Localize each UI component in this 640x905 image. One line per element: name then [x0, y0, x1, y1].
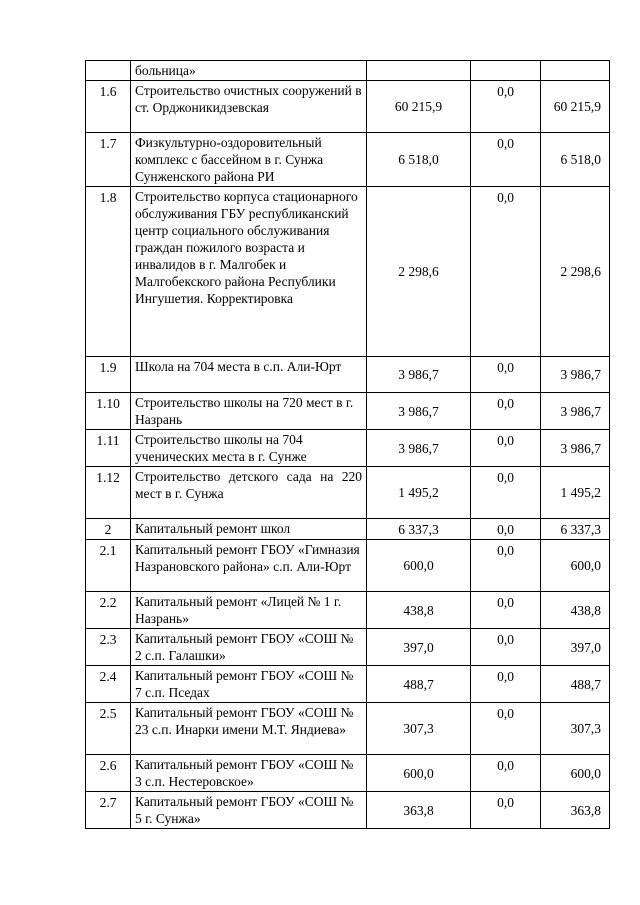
- amount-total-cell: 6 337,3: [367, 519, 471, 540]
- amount-result-cell: 3 986,7: [541, 393, 610, 430]
- amount-result-cell: 363,8: [541, 792, 610, 829]
- row-number-cell: 2: [86, 519, 131, 540]
- amount-total-cell: 307,3: [367, 703, 471, 755]
- row-number-cell: 1.12: [86, 467, 131, 519]
- amount-zero-cell: 0,0: [471, 755, 541, 792]
- row-name-cell: Строительство школы на 720 мест в г. Назрань: [131, 393, 367, 430]
- table-row: [86, 133, 610, 187]
- amount-zero-cell: 0,0: [471, 81, 541, 133]
- amount-total-cell: 3 986,7: [367, 430, 471, 467]
- table-row: [86, 393, 610, 430]
- amount-zero-cell: 0,0: [471, 357, 541, 393]
- amount-result-cell: 438,8: [541, 592, 610, 629]
- amount-total-cell: 6 518,0: [367, 133, 471, 187]
- row-number-cell: 1.9: [86, 357, 131, 393]
- amount-result-cell: 6 337,3: [541, 519, 610, 540]
- row-number-cell: 1.6: [86, 81, 131, 133]
- amount-total-cell: 438,8: [367, 592, 471, 629]
- amount-result-cell: 3 986,7: [541, 357, 610, 393]
- table-row: [86, 666, 610, 703]
- table-row: [86, 430, 610, 467]
- row-name-cell: Капитальный ремонт ГБОУ «СОШ № 5 г. Сунжа»: [131, 792, 367, 829]
- amount-result-cell: 60 215,9: [541, 81, 610, 133]
- amount-zero-cell: 0,0: [471, 629, 541, 666]
- row-name-cell: Капитальный ремонт ГБОУ «СОШ № 2 с.п. Галашки»: [131, 629, 367, 666]
- row-name-cell: Капитальный ремонт ГБОУ «Гимназия Назрановского района» с.п. Али-Юрт: [131, 540, 367, 592]
- amount-total-cell: 600,0: [367, 540, 471, 592]
- table-row: [86, 629, 610, 666]
- row-number-cell: 2.5: [86, 703, 131, 755]
- amount-total-cell: 60 215,9: [367, 81, 471, 133]
- amount-zero-cell: 0,0: [471, 666, 541, 703]
- amount-total-cell: 600,0: [367, 755, 471, 792]
- row-number-cell: [86, 61, 131, 81]
- amount-result-cell: 600,0: [541, 755, 610, 792]
- table-body: [86, 61, 610, 829]
- row-name-cell: больница»: [131, 61, 367, 81]
- amount-zero-cell: 0,0: [471, 592, 541, 629]
- amount-total-cell: 3 986,7: [367, 357, 471, 393]
- row-number-cell: 1.10: [86, 393, 131, 430]
- table-row: [86, 792, 610, 829]
- amount-zero-cell: 0,0: [471, 703, 541, 755]
- amount-zero-cell: 0,0: [471, 467, 541, 519]
- table-row: [86, 187, 610, 357]
- row-name-cell: Строительство корпуса стационарного обслуживания ГБУ республиканский центр социального обслуживания граждан пожилого возраста и инвалидов в г. Малгобек и Малгобекского района Республики Ингушетия. Корректировка: [131, 187, 367, 357]
- amount-total-cell: 397,0: [367, 629, 471, 666]
- amount-total-cell: 1 495,2: [367, 467, 471, 519]
- amount-total-cell: 488,7: [367, 666, 471, 703]
- amount-zero-cell: 0,0: [471, 133, 541, 187]
- row-name-cell: Школа на 704 места в с.п. Али-Юрт: [131, 357, 367, 393]
- row-name-cell: Строительство школы на 704 ученических места в г. Сунже: [131, 430, 367, 467]
- row-number-cell: 2.6: [86, 755, 131, 792]
- table-row: [86, 519, 610, 540]
- row-number-cell: 2.7: [86, 792, 131, 829]
- amount-result-cell: 488,7: [541, 666, 610, 703]
- row-name-cell: Строительство очистных сооружений в ст. Орджоникидзевская: [131, 81, 367, 133]
- row-number-cell: 2.1: [86, 540, 131, 592]
- row-number-cell: 2.2: [86, 592, 131, 629]
- row-name-cell: Капитальный ремонт ГБОУ «СОШ № 3 с.п. Нестеровское»: [131, 755, 367, 792]
- amount-result-cell: 3 986,7: [541, 430, 610, 467]
- amount-zero-cell: 0,0: [471, 430, 541, 467]
- table-row: [86, 755, 610, 792]
- table-row: [86, 467, 610, 519]
- amount-result-cell: 397,0: [541, 629, 610, 666]
- amount-zero-cell: [471, 61, 541, 81]
- budget-table: [85, 60, 610, 829]
- row-name-cell: Капитальный ремонт «Лицей № 1 г. Назрань»: [131, 592, 367, 629]
- amount-result-cell: [541, 61, 610, 81]
- amount-total-cell: 363,8: [367, 792, 471, 829]
- row-name-cell: Капитальный ремонт ГБОУ «СОШ № 23 с.п. Инарки имени М.Т. Яндиева»: [131, 703, 367, 755]
- table-row: [86, 703, 610, 755]
- amount-result-cell: 307,3: [541, 703, 610, 755]
- row-number-cell: 1.7: [86, 133, 131, 187]
- amount-zero-cell: 0,0: [471, 519, 541, 540]
- amount-total-cell: 3 986,7: [367, 393, 471, 430]
- amount-zero-cell: 0,0: [471, 540, 541, 592]
- amount-result-cell: 2 298,6: [541, 187, 610, 357]
- amount-result-cell: 1 495,2: [541, 467, 610, 519]
- amount-result-cell: 6 518,0: [541, 133, 610, 187]
- table-row: [86, 81, 610, 133]
- amount-total-cell: 2 298,6: [367, 187, 471, 357]
- row-number-cell: 2.3: [86, 629, 131, 666]
- row-number-cell: 1.11: [86, 430, 131, 467]
- table-row: [86, 592, 610, 629]
- amount-total-cell: [367, 61, 471, 81]
- amount-zero-cell: 0,0: [471, 792, 541, 829]
- row-number-cell: 2.4: [86, 666, 131, 703]
- amount-zero-cell: 0,0: [471, 393, 541, 430]
- table-row: [86, 357, 610, 393]
- row-name-cell: Строительство детского сада на 220 мест в г. Сунжа: [131, 467, 367, 519]
- amount-result-cell: 600,0: [541, 540, 610, 592]
- row-name-cell: Капитальный ремонт ГБОУ «СОШ № 7 с.п. Пседах: [131, 666, 367, 703]
- amount-zero-cell: 0,0: [471, 187, 541, 357]
- table-row: [86, 540, 610, 592]
- table-row: [86, 61, 610, 81]
- row-number-cell: 1.8: [86, 187, 131, 357]
- row-name-cell: Капитальный ремонт школ: [131, 519, 367, 540]
- row-name-cell: Физкультурно-оздоровительный комплекс с бассейном в г. Сунжа Сунженского района РИ: [131, 133, 367, 187]
